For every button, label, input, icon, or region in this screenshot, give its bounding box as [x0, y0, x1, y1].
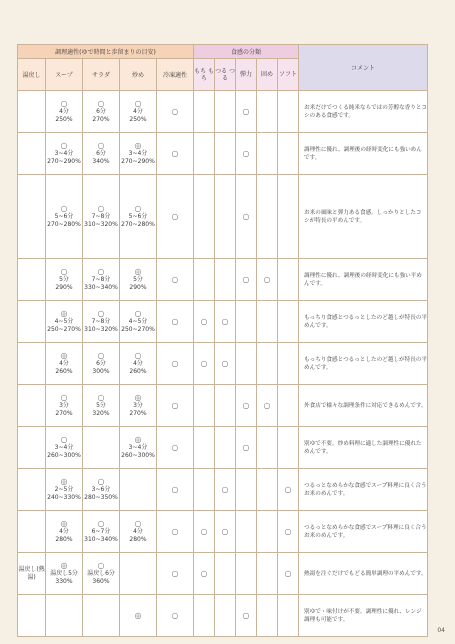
table-cell	[120, 175, 157, 259]
table-cell	[157, 427, 194, 469]
rating-symbol: ○	[171, 526, 179, 536]
cell-text: 340%	[92, 157, 110, 165]
comment-cell: 別ゆで・味付けが不要。調理性に優れ、レンジ調理も可能です。	[299, 595, 428, 637]
column-header: つる つる	[215, 59, 236, 91]
rating-symbol: ○	[97, 140, 105, 150]
table-cell	[157, 259, 194, 301]
rating-symbol: ○	[171, 148, 179, 158]
table-row	[18, 427, 428, 469]
table-cell	[278, 259, 299, 301]
cell-text: 4分	[59, 359, 69, 367]
rating-symbol: ○	[134, 308, 142, 318]
table-cell	[236, 469, 257, 511]
rating-symbol: ○	[171, 484, 179, 494]
cell-text: 2~5分	[54, 485, 74, 493]
cell-text: 270~290%	[47, 157, 81, 165]
table-cell	[257, 469, 278, 511]
table-cell	[18, 301, 46, 343]
table-cell	[83, 595, 120, 637]
cell-text: 5~6分	[128, 212, 148, 220]
table-cell	[257, 553, 278, 595]
cell-text: 270~280%	[121, 220, 155, 228]
rating-symbol: ○	[60, 203, 68, 213]
rating-symbol: ○	[284, 484, 292, 494]
table-cell	[236, 595, 257, 637]
rating-symbol: ○	[134, 98, 142, 108]
table-cell	[215, 133, 236, 175]
cell-text: 250~270%	[121, 325, 155, 333]
cell-text: 310~320%	[84, 325, 118, 333]
table-cell	[157, 595, 194, 637]
rating-symbol: ◎	[60, 476, 68, 486]
comment-cell: もっちり食感とつるっとしたのど越しが特長の平めんです。	[299, 343, 428, 385]
rating-symbol: ○	[284, 568, 292, 578]
table-cell	[257, 427, 278, 469]
table-cell	[46, 343, 83, 385]
table-cell	[278, 133, 299, 175]
table-cell	[120, 427, 157, 469]
rating-symbol: ○	[97, 350, 105, 360]
table-cell	[120, 385, 157, 427]
rating-symbol: ○	[200, 316, 208, 326]
table-cell	[194, 469, 215, 511]
table-cell	[157, 553, 194, 595]
table-cell	[157, 175, 194, 259]
table-cell	[236, 133, 257, 175]
comment-cell: お米だけでつくる純米ならではの芳醇な香りとコシのある食感です。	[299, 91, 428, 133]
table-cell	[46, 259, 83, 301]
table-cell	[278, 385, 299, 427]
table-cell	[257, 175, 278, 259]
table-cell	[215, 553, 236, 595]
table-cell	[257, 511, 278, 553]
rating-symbol: ○	[171, 610, 179, 620]
table-row	[18, 91, 428, 133]
table-cell	[46, 91, 83, 133]
table-cell	[257, 343, 278, 385]
cell-text: 250~270%	[47, 325, 81, 333]
table-cell	[46, 175, 83, 259]
table-row	[18, 595, 428, 637]
cell-text: 7~8分	[91, 212, 111, 220]
rating-symbol: ○	[171, 358, 179, 368]
table-cell	[194, 427, 215, 469]
rating-symbol: ○	[263, 400, 271, 410]
table-cell	[157, 511, 194, 553]
cell-text: 7~8分	[91, 275, 111, 283]
table-cell	[18, 511, 46, 553]
table-cell	[46, 469, 83, 511]
comment-header: コメント	[299, 45, 428, 91]
cell-text: 6~7分	[91, 527, 111, 535]
table-cell	[120, 133, 157, 175]
cell-text: 320%	[92, 409, 110, 417]
rating-symbol: ◎	[60, 518, 68, 528]
rating-symbol: ○	[60, 266, 68, 276]
column-header: 湯戻し	[18, 59, 46, 91]
table-cell	[83, 91, 120, 133]
table-cell	[257, 133, 278, 175]
cell-text: 6分	[96, 107, 106, 115]
cell-text: 4~5分	[128, 317, 148, 325]
cell-text: 240~330%	[47, 493, 81, 501]
rating-symbol: ◎	[134, 392, 142, 402]
table-cell	[46, 385, 83, 427]
cell-text: 260%	[55, 367, 73, 375]
table-cell	[120, 343, 157, 385]
table-row	[18, 385, 428, 427]
table-cell	[215, 511, 236, 553]
rating-symbol: ○	[221, 526, 229, 536]
cell-text: 260~300%	[47, 451, 81, 459]
table-cell	[257, 91, 278, 133]
table-cell	[278, 511, 299, 553]
table-cell	[215, 427, 236, 469]
group-header-texture: 食感の分類	[194, 45, 299, 59]
rating-symbol: ○	[97, 392, 105, 402]
rating-symbol: ◎	[134, 266, 142, 276]
table-cell	[46, 595, 83, 637]
cell-text: 4分	[133, 359, 143, 367]
rating-symbol: ◎	[134, 610, 142, 620]
table-row	[18, 343, 428, 385]
table-cell	[120, 469, 157, 511]
rating-symbol: ○	[171, 442, 179, 452]
table-cell	[215, 301, 236, 343]
table-cell	[194, 175, 215, 259]
table-cell	[194, 553, 215, 595]
table-cell	[46, 511, 83, 553]
rating-symbol: ○	[242, 148, 250, 158]
cell-text: 270~290%	[121, 157, 155, 165]
cell-text: 5分	[133, 275, 143, 283]
table-cell	[83, 301, 120, 343]
table-cell	[278, 427, 299, 469]
rating-symbol: ○	[221, 484, 229, 494]
table-cell	[257, 385, 278, 427]
comment-cell: つるっとなめらかな食感でスープ料理に良く合うお米のめんです。	[299, 511, 428, 553]
cell-text: 310~320%	[84, 220, 118, 228]
table-cell	[215, 91, 236, 133]
cell-text: 3~4分	[54, 443, 74, 451]
cell-text: 290%	[129, 283, 147, 291]
table-cell	[236, 343, 257, 385]
cell-text: 4分	[133, 107, 143, 115]
table-cell	[194, 511, 215, 553]
rating-symbol: ○	[242, 274, 250, 284]
rating-symbol: ○	[60, 98, 68, 108]
table-cell	[215, 595, 236, 637]
rating-symbol: ○	[200, 526, 208, 536]
table-cell	[157, 301, 194, 343]
comment-cell: つるっとなめらかな食感でスープ料理に良く合うお米のめんです。	[299, 469, 428, 511]
rating-symbol: ◎	[60, 350, 68, 360]
column-header: 炒め	[120, 59, 157, 91]
table-cell	[83, 385, 120, 427]
rating-symbol: ◎	[60, 308, 68, 318]
cell-text: 3~4分	[128, 149, 148, 157]
rating-symbol: ○	[242, 610, 250, 620]
table-cell	[215, 385, 236, 427]
cell-text: 6分	[96, 359, 106, 367]
table-cell	[120, 301, 157, 343]
cell-text: 300%	[92, 367, 110, 375]
rating-symbol: ○	[171, 568, 179, 578]
column-header: もち もち	[194, 59, 215, 91]
column-header: サラダ	[83, 59, 120, 91]
table-cell	[215, 343, 236, 385]
table-row	[18, 469, 428, 511]
table-cell	[46, 427, 83, 469]
table-cell	[120, 259, 157, 301]
rating-symbol: ○	[171, 400, 179, 410]
table-row	[18, 511, 428, 553]
table-cell	[257, 259, 278, 301]
table-row	[18, 175, 428, 259]
rating-symbol: ○	[134, 518, 142, 528]
cell-text: 260~300%	[121, 451, 155, 459]
table-cell	[120, 511, 157, 553]
cell-text: 250%	[129, 115, 147, 123]
table-cell	[46, 133, 83, 175]
cell-text: 360%	[92, 577, 110, 585]
page-number: 04	[437, 627, 445, 634]
rating-symbol: ◎	[134, 140, 142, 150]
cell-text: 湯戻し(熱湯)	[18, 565, 45, 581]
table-cell	[236, 427, 257, 469]
table-cell	[278, 91, 299, 133]
table-cell	[120, 553, 157, 595]
comment-cell: 別ゆで不要。炒め料理に適した調理性に優れためんです。	[299, 427, 428, 469]
cell-text: 270%	[92, 115, 110, 123]
table-cell	[236, 91, 257, 133]
cell-text: 3分	[133, 401, 143, 409]
table-cell	[83, 343, 120, 385]
cell-text: 3~6分	[91, 485, 111, 493]
table-cell	[236, 175, 257, 259]
table-cell	[120, 595, 157, 637]
table-cell	[18, 469, 46, 511]
table-cell	[215, 259, 236, 301]
rating-symbol: ○	[284, 526, 292, 536]
comment-cell: お米の風味と弾力ある食感。しっかりとしたコシが特長の平めんです。	[299, 175, 428, 259]
rating-symbol: ○	[221, 316, 229, 326]
cell-text: 湯戻し6分	[87, 569, 115, 577]
comment-cell: もっちり食感とつるっとしたのど越しが特長の平めんです。	[299, 301, 428, 343]
cell-text: 4分	[133, 527, 143, 535]
table-cell	[194, 91, 215, 133]
cell-text: 330~340%	[84, 283, 118, 291]
rating-symbol: ○	[60, 140, 68, 150]
table-cell	[18, 91, 46, 133]
cell-text: 7~8分	[91, 317, 111, 325]
table-cell	[278, 175, 299, 259]
table-cell	[194, 595, 215, 637]
table-cell	[83, 553, 120, 595]
cell-text: 湯戻し5分	[50, 569, 78, 577]
table-cell	[46, 553, 83, 595]
rating-symbol: ○	[242, 106, 250, 116]
noodle-spec-table	[17, 44, 428, 637]
table-cell	[194, 301, 215, 343]
rating-symbol: ○	[60, 434, 68, 444]
table-cell	[215, 469, 236, 511]
comment-cell: 調理性に優れ、調理後の経時変化にも強い平めんです。	[299, 259, 428, 301]
comment-cell: 調理性に優れ、調理後の経時変化にも強いめんです。	[299, 133, 428, 175]
cell-text: 270%	[55, 409, 73, 417]
rating-symbol: ○	[171, 316, 179, 326]
rating-symbol: ○	[97, 518, 105, 528]
rating-symbol: ○	[242, 400, 250, 410]
cell-text: 4分	[59, 107, 69, 115]
table-cell	[194, 259, 215, 301]
cell-text: 3~4分	[54, 149, 74, 157]
table-cell	[236, 301, 257, 343]
table-cell	[157, 343, 194, 385]
rating-symbol: ○	[134, 203, 142, 213]
column-header: 固め	[257, 59, 278, 91]
table-cell	[157, 91, 194, 133]
cell-text: 5分	[59, 275, 69, 283]
comment-cell: 熱湯を注ぐだけでもどる簡単調理の平めんです。	[299, 553, 428, 595]
rating-symbol: ○	[97, 203, 105, 213]
table-cell	[83, 259, 120, 301]
table-cell	[194, 385, 215, 427]
table-cell	[278, 343, 299, 385]
table-row	[18, 301, 428, 343]
table-cell	[257, 301, 278, 343]
cell-text: 310~340%	[84, 535, 118, 543]
cell-text: 250%	[55, 115, 73, 123]
table-cell	[18, 427, 46, 469]
table-cell	[18, 595, 46, 637]
rating-symbol: ○	[134, 350, 142, 360]
cell-text: 270%	[129, 409, 147, 417]
table-cell	[18, 343, 46, 385]
table-cell	[278, 595, 299, 637]
table-cell	[83, 175, 120, 259]
rating-symbol: ○	[263, 274, 271, 284]
rating-symbol: ○	[97, 308, 105, 318]
table-cell	[18, 385, 46, 427]
cell-text: 6分	[96, 149, 106, 157]
rating-symbol: ◎	[134, 434, 142, 444]
rating-symbol: ○	[97, 98, 105, 108]
cell-text: 260%	[129, 367, 147, 375]
rating-symbol: ○	[242, 442, 250, 452]
cell-text: 5~6分	[54, 212, 74, 220]
table-cell	[18, 175, 46, 259]
cell-text: 3~4分	[128, 443, 148, 451]
column-header: 冷凍適性	[157, 59, 194, 91]
table-cell	[215, 175, 236, 259]
table-cell	[83, 511, 120, 553]
table-cell	[194, 133, 215, 175]
rating-symbol: ○	[171, 274, 179, 284]
rating-symbol: ○	[171, 211, 179, 221]
table-cell	[83, 427, 120, 469]
group-header-cooking: 調理適性(ゆで時間と歩留まりの目安)	[18, 45, 194, 59]
cell-text: 290%	[55, 283, 73, 291]
table-cell	[236, 511, 257, 553]
table-cell	[157, 469, 194, 511]
table-cell	[18, 553, 46, 595]
column-header: ソフト	[278, 59, 299, 91]
table-row	[18, 133, 428, 175]
cell-text: 4分	[59, 527, 69, 535]
table-cell	[157, 385, 194, 427]
table-row	[18, 553, 428, 595]
table-cell	[194, 343, 215, 385]
rating-symbol: ○	[97, 560, 105, 570]
rating-symbol: ○	[171, 106, 179, 116]
column-header: スープ	[46, 59, 83, 91]
table-cell	[120, 91, 157, 133]
table-cell	[157, 133, 194, 175]
rating-symbol: ○	[97, 266, 105, 276]
cell-text: 5分	[96, 401, 106, 409]
table-cell	[257, 595, 278, 637]
table-cell	[236, 385, 257, 427]
rating-symbol: ◎	[60, 560, 68, 570]
rating-symbol: ○	[200, 358, 208, 368]
table-cell	[18, 133, 46, 175]
rating-symbol: ○	[200, 568, 208, 578]
cell-text: 280%	[129, 535, 147, 543]
cell-text: 3分	[59, 401, 69, 409]
table-cell	[278, 469, 299, 511]
table-row	[18, 259, 428, 301]
rating-symbol: ○	[97, 476, 105, 486]
table-cell	[46, 301, 83, 343]
column-header: 弾力	[236, 59, 257, 91]
cell-text: 4~5分	[54, 317, 74, 325]
table-cell	[278, 553, 299, 595]
rating-symbol: ○	[60, 392, 68, 402]
cell-text: 280~350%	[84, 493, 118, 501]
table-cell	[83, 469, 120, 511]
table-cell	[236, 553, 257, 595]
table-cell	[83, 133, 120, 175]
cell-text: 270~280%	[47, 220, 81, 228]
table-cell	[236, 259, 257, 301]
comment-cell: 外食店で様々な調理条件に対応できるめんです。	[299, 385, 428, 427]
table-cell	[278, 301, 299, 343]
rating-symbol: ○	[221, 358, 229, 368]
table-cell	[18, 259, 46, 301]
cell-text: 280%	[55, 535, 73, 543]
cell-text: 330%	[55, 577, 73, 585]
rating-symbol: ○	[242, 211, 250, 221]
